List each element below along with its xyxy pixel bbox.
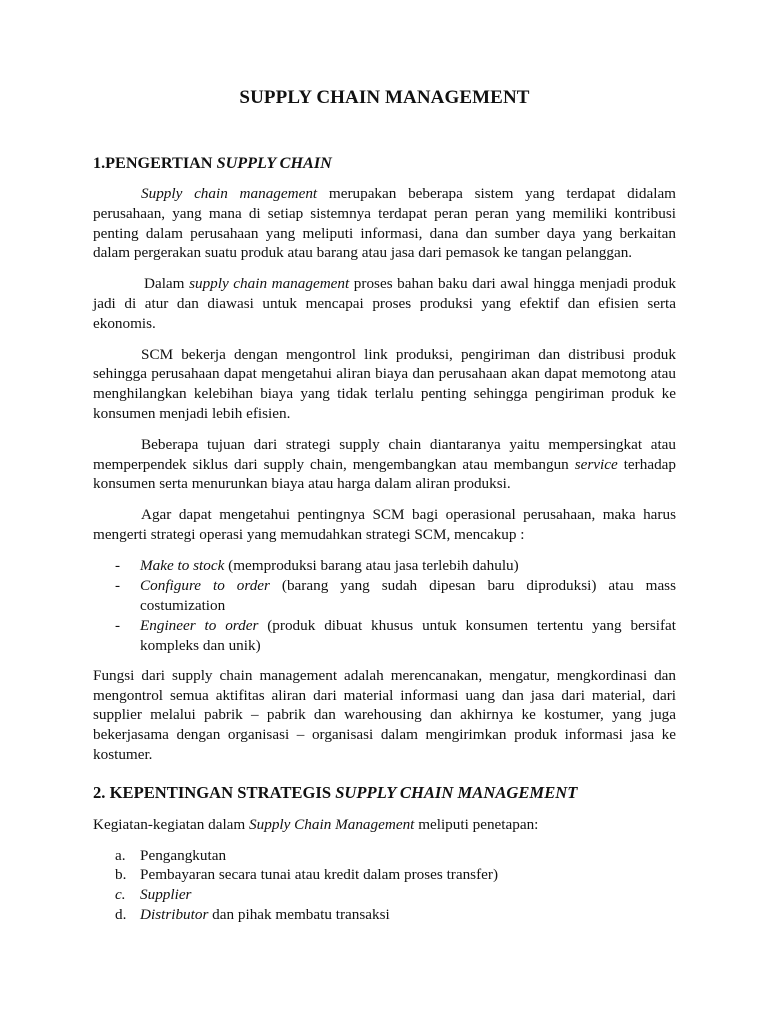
list-marker: a. bbox=[115, 846, 126, 864]
paragraph-4-after: terhadap konsumen serta menurunkan biaya atau harga dalam aliran produksi. bbox=[93, 455, 676, 493]
list-item-italic: Supplier bbox=[140, 886, 192, 904]
list-item-desc: (barang yang sudah dipesan baru diproduksi) atau mass costumization bbox=[140, 577, 676, 614]
strategy-list bbox=[93, 556, 676, 656]
paragraph-4-italic: service bbox=[574, 455, 618, 473]
paragraph-2-italic: supply chain management bbox=[189, 275, 350, 293]
list-item-italic: Distributor bbox=[140, 905, 209, 923]
list-item bbox=[93, 576, 676, 616]
list-item bbox=[93, 556, 676, 576]
activities-list bbox=[93, 846, 676, 925]
list-item-term: Make to stock bbox=[140, 556, 225, 574]
list-item-text: Pengangkutan bbox=[140, 846, 227, 864]
section-2-intro bbox=[93, 815, 676, 835]
paragraph-2-after: proses bahan baku dari awal hingga menjadi produk jadi di atur dan diawasi untuk mencapai proses produksi yang efektif dan efisien serta ekonomis. bbox=[93, 275, 676, 332]
list-item-term: Engineer to order bbox=[140, 617, 259, 635]
section-2-intro-before: Kegiatan-kegiatan dalam bbox=[93, 815, 250, 833]
paragraph-4 bbox=[93, 435, 676, 494]
list-marker: - bbox=[115, 577, 121, 595]
paragraph-3: SCM bekerja dengan mengontrol link produksi, pengiriman dan distribusi produk sehingga perusahaan dapat mengetahui aliran biaya dan perusahaan akan dapat memotong atau menghilangkan kelebihan biaya yang tidak terlalu penting sehingga pengiriman produk ke konsumen menjadi lebih efisien. bbox=[93, 345, 676, 422]
list-item bbox=[93, 885, 676, 905]
list-marker: c. bbox=[115, 886, 126, 904]
list-item-desc: (produk dibuat khusus untuk konsumen tertentu yang bersifat kompleks dan unik) bbox=[140, 617, 676, 654]
list-item bbox=[93, 846, 676, 866]
paragraph-1-lead: Supply chain management bbox=[141, 185, 318, 202]
section-2-heading-prefix: 2. KEPENTINGAN STRATEGIS bbox=[93, 782, 336, 802]
paragraph-5: Agar dapat mengetahui pentingnya SCM bagi operasional perusahaan, maka harus mengerti strategi operasi yang memudahkan strategi SCM, mencakup : bbox=[93, 506, 676, 543]
paragraph-1 bbox=[93, 184, 676, 263]
document-title: SUPPLY CHAIN MANAGEMENT bbox=[239, 87, 530, 108]
list-marker: d. bbox=[115, 905, 127, 923]
paragraph-6: Fungsi dari supply chain management adalah merencanakan, mengatur, mengkordinasi dan mengontrol semua aktifitas aliran dari material informasi uang dan jasa dari material, dari supplier melalui pabrik – pabrik dan warehousing dan akhirnya ke kostumer, yang juga bekerjasama dengan organisasi – organisasi dalam mengirimkan produk informasi jasa ke kostumer. bbox=[93, 666, 676, 763]
section-1-heading-prefix: 1.PENGERTIAN bbox=[93, 154, 217, 172]
list-item-desc: (memproduksi barang atau jasa terlebih dahulu) bbox=[224, 556, 519, 574]
section-2-heading bbox=[93, 783, 676, 803]
paragraph-4-before: Beberapa tujuan dari strategi supply chain diantaranya yaitu mempersingkat atau memperpendek siklus dari supply chain, mengembangkan atau membangun bbox=[93, 435, 676, 473]
list-item-term: Configure to order bbox=[140, 577, 270, 595]
list-item-after: dan pihak membatu transaksi bbox=[208, 905, 390, 923]
paragraph-2-before: Dalam bbox=[144, 275, 190, 293]
list-marker: b. bbox=[115, 866, 127, 884]
list-marker: - bbox=[115, 556, 121, 574]
list-item bbox=[93, 865, 676, 885]
section-2-heading-italic: SUPPLY CHAIN MANAGEMENT bbox=[335, 782, 578, 802]
section-2-intro-italic: Supply Chain Management bbox=[249, 815, 415, 833]
list-item bbox=[93, 905, 676, 925]
paragraph-2 bbox=[93, 274, 676, 333]
list-item bbox=[93, 616, 676, 656]
paragraph-1-body: merupakan beberapa sistem yang terdapat didalam perusahaan, yang mana di setiap sistemnya terdapat peran peran yang memiliki kontribusi penting dalam perusahaan yang meliputi informasi, dana dan sumber daya yang berkaitan dalam pergerakan suatu produk atau barang atau jasa dari pemasok ke tangan pelanggan. bbox=[93, 185, 676, 262]
list-item-text: Pembayaran secara tunai atau kredit dalam proses transfer) bbox=[140, 866, 499, 884]
section-2-intro-after: meliputi penetapan: bbox=[414, 815, 539, 833]
list-marker: - bbox=[115, 617, 121, 635]
section-1-heading-italic: SUPPLY CHAIN bbox=[216, 154, 332, 172]
section-1-heading bbox=[93, 153, 676, 173]
